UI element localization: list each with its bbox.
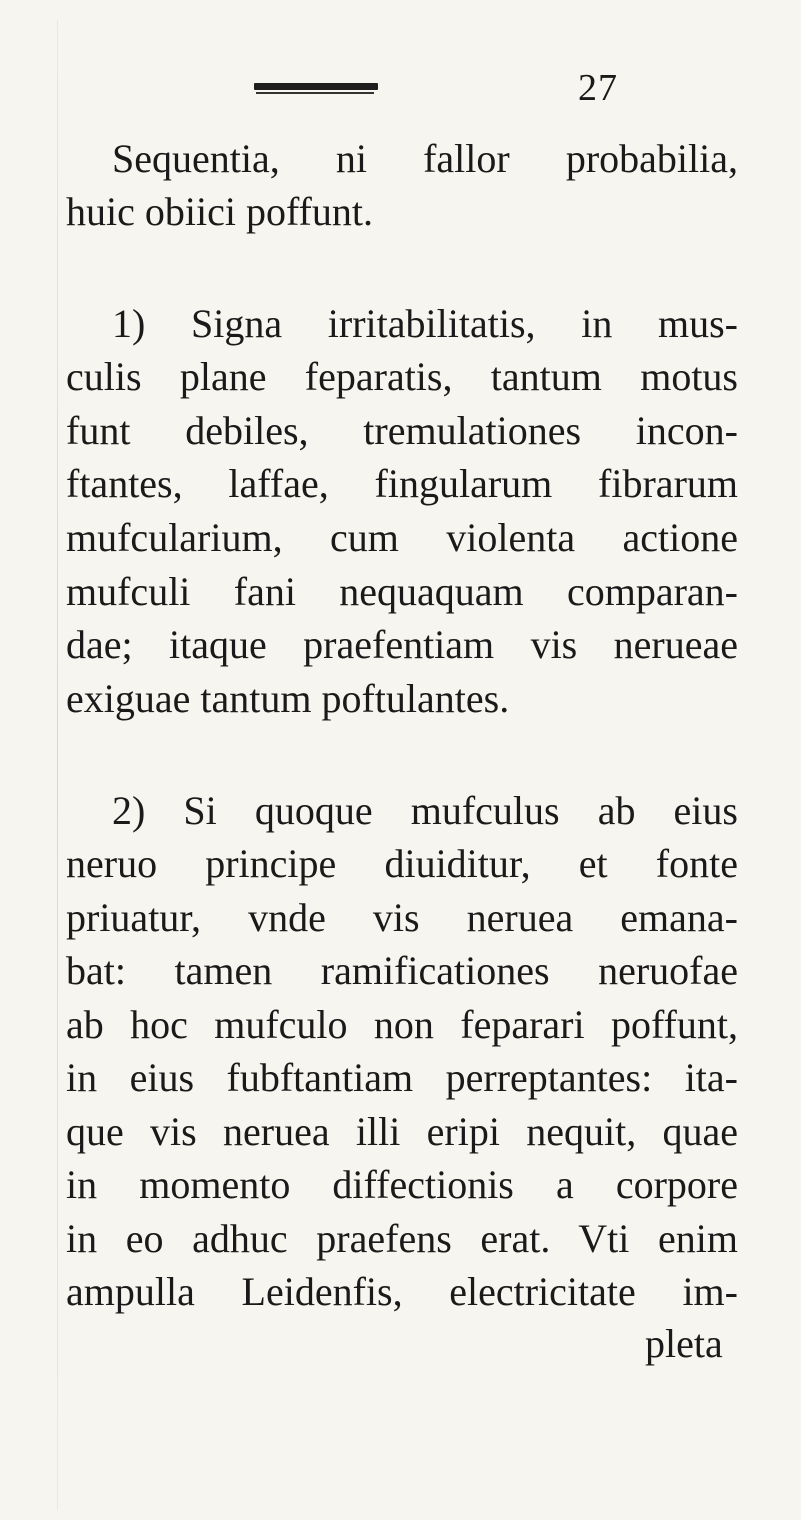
text-line: ftantes, laffae, fingularum fibrarum <box>66 461 738 506</box>
text-line: in eius fubftantiam perreptantes: ita- <box>66 1055 738 1100</box>
text-line: priuatur, vnde vis neruea emana- <box>66 895 738 940</box>
text-line: neruo principe diuiditur, et fonte <box>66 841 738 886</box>
catchword: pleta <box>645 1321 723 1366</box>
text-line: que vis neruea illi eripi nequit, quae <box>66 1109 738 1154</box>
text-line: in momento diffectionis a corpore <box>66 1162 738 1207</box>
text-line: bat: tamen ramificationes neruofae <box>66 948 738 993</box>
text-line: mufcularium, cum violenta actione <box>66 515 738 560</box>
text-line: exiguae tantum poftulantes. <box>66 676 510 721</box>
header-rule <box>254 83 378 90</box>
text-line: dae; itaque praefentiam vis nerueae <box>66 622 738 667</box>
page-crease <box>57 20 58 1510</box>
text-line: culis plane feparatis, tantum motus <box>66 354 738 399</box>
text-line: ampulla Leidenfis, electricitate im- <box>66 1269 738 1314</box>
text-line: huic obiici poffunt. <box>66 189 373 234</box>
text-line: mufculi fani nequaquam comparan- <box>66 569 738 614</box>
text-line: in eo adhuc praefens erat. Vti enim <box>66 1216 738 1261</box>
text-line: 1) Signa irritabilitatis, in mus- <box>112 301 738 346</box>
text-line: ab hoc mufculo non feparari poffunt, <box>66 1002 738 1047</box>
text-line: Sequentia, ni fallor probabilia, <box>112 136 738 181</box>
text-line: funt debiles, tremulationes incon- <box>66 408 738 453</box>
text-line: 2) Si quoque mufculus ab eius <box>112 788 738 833</box>
page-number: 27 <box>578 67 618 109</box>
